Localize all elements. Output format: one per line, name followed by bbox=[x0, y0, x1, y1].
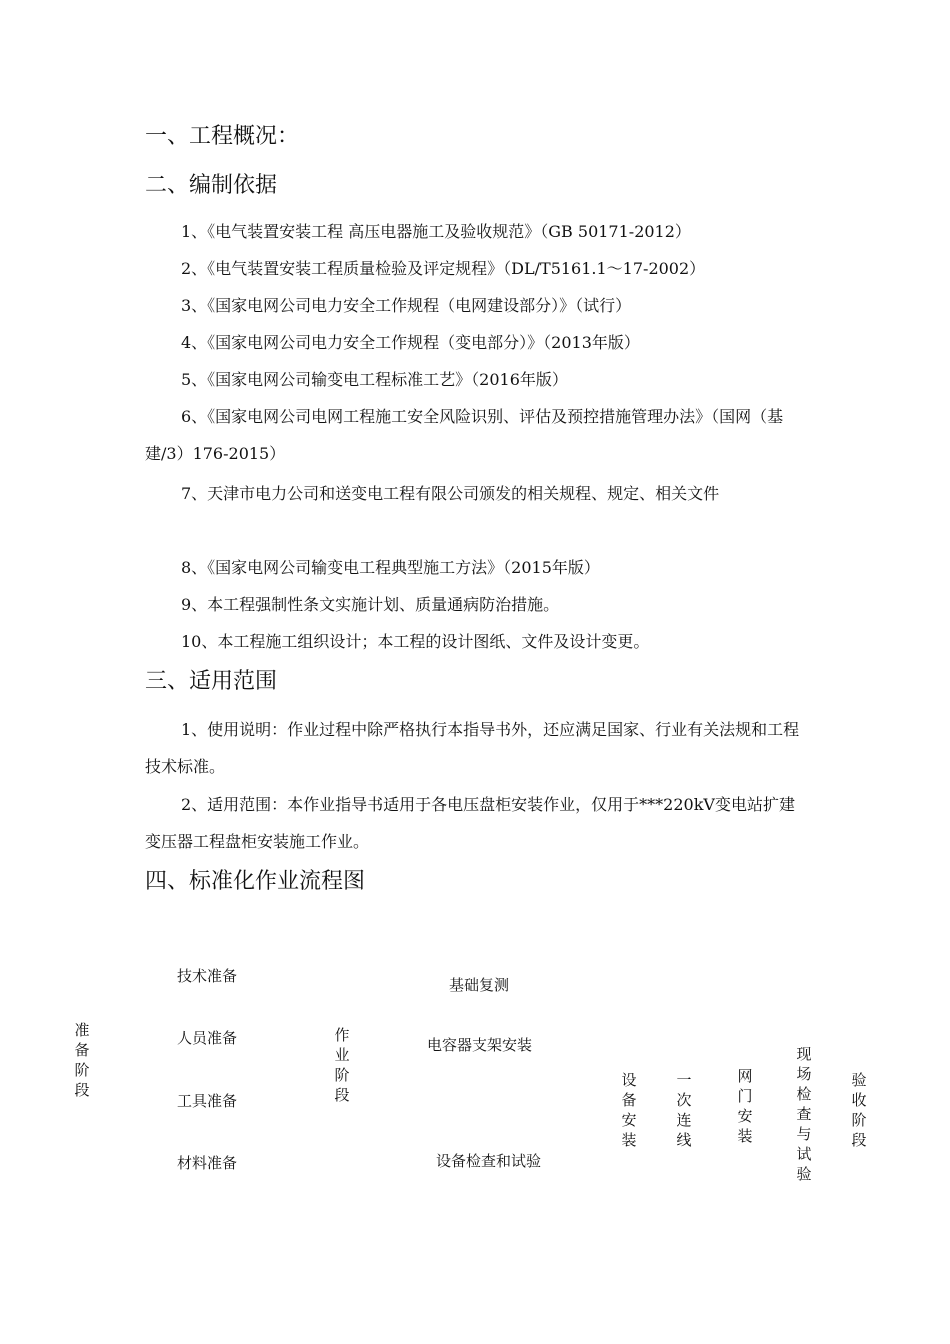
basis-item-3: 3、《国家电网公司电力安全工作规程（电网建设部分）》（试行） bbox=[181, 296, 632, 315]
basis-item-8: 8、《国家电网公司输变电工程典型施工方法》（2015年版） bbox=[181, 558, 600, 577]
flow-prep-item-material: 材料准备 bbox=[177, 1154, 238, 1172]
flow-work-item-bracket: 电容器支架安装 bbox=[427, 1036, 533, 1054]
basis-item-5: 5、《国家电网公司输变电工程标准工艺》（2016年版） bbox=[181, 370, 568, 389]
flow-equipment-install: 设备安装 bbox=[621, 1071, 637, 1149]
basis-item-9: 9、本工程强制性条文实施计划、质量通病防治措施。 bbox=[181, 595, 560, 614]
flow-acceptance-stage: 验收阶段 bbox=[851, 1071, 867, 1149]
basis-item-7: 7、天津市电力公司和送变电工程有限公司颁发的相关规程、规定、相关文件 bbox=[181, 484, 720, 503]
basis-item-10: 10、本工程施工组织设计；本工程的设计图纸、文件及设计变更。 bbox=[181, 632, 650, 651]
flow-prep-item-staff: 人员准备 bbox=[177, 1029, 238, 1047]
basis-item-4: 4、《国家电网公司电力安全工作规程（变电部分）》（2013年版） bbox=[181, 333, 640, 352]
basis-item-6: 6、《国家电网公司电网工程施工安全风险识别、评估及预控措施管理办法》（国网（基建/3）176-2015） bbox=[145, 407, 784, 463]
flow-prep-item-tech: 技术准备 bbox=[177, 967, 238, 985]
flow-work-item-foundation: 基础复测 bbox=[449, 976, 510, 994]
flow-prep-stage: 准备阶段 bbox=[74, 1021, 90, 1099]
basis-item-1: 1、《电气装置安装工程 高压电器施工及验收规范》（GB 50171-2012） bbox=[181, 222, 691, 241]
flow-prep-item-tools: 工具准备 bbox=[177, 1092, 238, 1110]
section-1-heading: 一、工程概况： bbox=[145, 124, 300, 149]
scope-item-2: 2、适用范围：本作业指导书适用于各电压盘柜安装作业，仅用于***220kV变电站扩建变压器工程盘柜安装施工作业。 bbox=[145, 795, 795, 851]
flow-site-inspection: 现场检查与试验 bbox=[796, 1045, 812, 1183]
section-4-heading: 四、标准化作业流程图 bbox=[145, 869, 366, 894]
flow-work-item-test: 设备检查和试验 bbox=[436, 1152, 542, 1170]
basis-item-2: 2、《电气装置安装工程质量检验及评定规程》（DL/T5161.1～17-2002） bbox=[181, 259, 706, 278]
scope-item-1: 1、使用说明：作业过程中除严格执行本指导书外，还应满足国家、行业有关法规和工程技术标准。 bbox=[145, 720, 800, 776]
section-2-heading: 二、编制依据 bbox=[145, 173, 278, 198]
flow-work-stage: 作业阶段 bbox=[334, 1026, 350, 1104]
flow-fence-install: 网门安装 bbox=[737, 1067, 753, 1145]
flow-primary-wiring: 一次连线 bbox=[676, 1071, 692, 1149]
section-3-heading: 三、适用范围 bbox=[145, 669, 278, 694]
